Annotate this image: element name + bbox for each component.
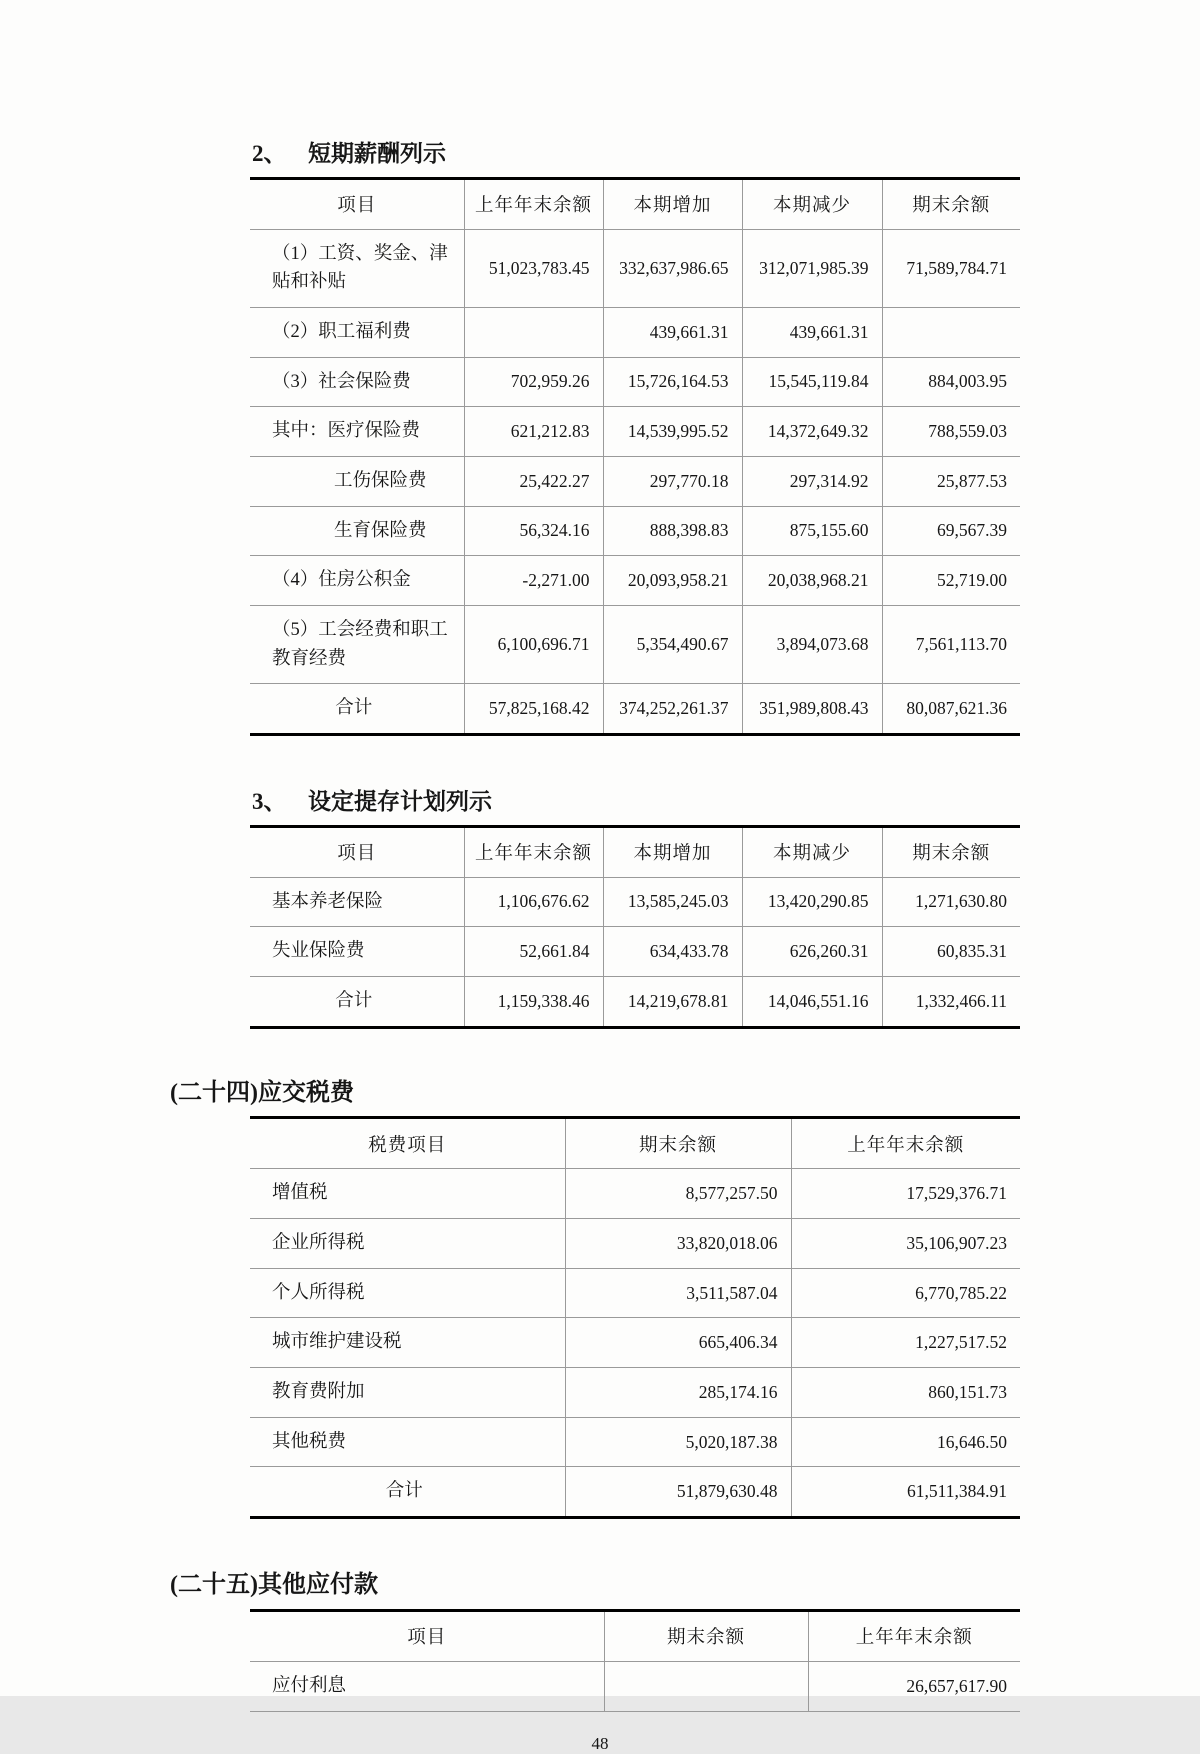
value-cell [604,1661,808,1711]
value-cell: 621,212.83 [464,407,603,457]
table-row [250,456,1020,506]
value-cell: 6,770,785.22 [791,1268,1020,1318]
value-cell: 16,646.50 [791,1417,1020,1467]
table-row [250,976,1020,1027]
value-cell: 439,661.31 [603,307,742,357]
value-cell: 7,561,113.70 [882,605,1020,683]
item-cell: 合计 [335,990,373,1011]
item-cell: （2）职工福利费 [250,307,464,357]
value-cell: 1,106,676.62 [464,877,603,927]
value-cell: 25,422.27 [464,456,603,506]
value-cell: 332,637,986.65 [603,229,742,307]
column-header: 期末余额 [882,826,1020,877]
table-row [250,307,1020,357]
column-header: 期末余额 [882,178,1020,229]
value-cell: 51,879,630.48 [565,1467,791,1518]
section-number: 3、 [252,788,287,814]
item-cell: （1）工资、奖金、津贴和补贴 [250,229,464,307]
value-cell: 351,989,808.43 [742,684,882,735]
item-cell: 失业保险费 [250,927,464,977]
item-cell: 其他税费 [250,1417,565,1467]
table-row [250,1219,1020,1269]
value-cell: 15,545,119.84 [742,357,882,407]
section-heading-taxes-payable [170,1079,1200,1108]
value-cell: 13,420,290.85 [742,877,882,927]
table-row [250,1467,1020,1518]
value-cell: 20,038,968.21 [742,556,882,606]
item-cell: （3）社会保险费 [250,357,464,407]
section-number: (二十四) [170,1079,258,1106]
section-title: 设定提存计划列示 [308,788,492,814]
value-cell [882,307,1020,357]
section-title: 应交税费 [257,1079,354,1106]
value-cell: 374,252,261.37 [603,684,742,735]
value-cell: 52,719.00 [882,556,1020,606]
column-header: 期末余额 [604,1610,808,1661]
value-cell: 5,354,490.67 [603,605,742,683]
value-cell: 61,511,384.91 [791,1467,1020,1518]
value-cell: 3,894,073.68 [742,605,882,683]
section-number: (二十五) [170,1572,258,1599]
section-title: 其他应付款 [257,1572,378,1599]
table-row [250,605,1020,683]
item-cell: 生育保险费 [250,506,464,556]
value-cell: 888,398.83 [603,506,742,556]
value-cell: 13,585,245.03 [603,877,742,927]
item-cell: 企业所得税 [250,1219,565,1269]
value-cell: 875,155.60 [742,506,882,556]
section-heading-defined-contribution [252,788,1200,816]
column-header: 上年年末余额 [791,1118,1020,1169]
value-cell: 52,661.84 [464,927,603,977]
column-header: 本期增加 [603,178,742,229]
value-cell: 702,959.26 [464,357,603,407]
section-heading-short-term-compensation [252,140,1200,168]
value-cell: 14,046,551.16 [742,976,882,1027]
value-cell: 60,835.31 [882,927,1020,977]
value-cell: 14,372,649.32 [742,407,882,457]
column-header: 项目 [250,826,464,877]
value-cell: 439,661.31 [742,307,882,357]
column-header: 本期增加 [603,826,742,877]
value-cell: 665,406.34 [565,1318,791,1368]
defined-contribution-table [250,825,1020,1029]
value-cell: 71,589,784.71 [882,229,1020,307]
item-cell: （4）住房公积金 [250,556,464,606]
item-cell: 增值税 [250,1169,565,1219]
value-cell: 634,433.78 [603,927,742,977]
item-cell: 教育费附加 [250,1368,565,1418]
column-header: 上年年末余额 [464,178,603,229]
short-term-compensation-table [250,177,1020,736]
value-cell: 1,271,630.80 [882,877,1020,927]
table-row [250,1368,1020,1418]
section-heading-other-payables [170,1571,1200,1600]
value-cell: 33,820,018.06 [565,1219,791,1269]
value-cell: 80,087,621.36 [882,684,1020,735]
value-cell: 51,023,783.45 [464,229,603,307]
taxes-payable-table [250,1116,1020,1519]
item-cell: 合计 [335,698,373,719]
value-cell [464,307,603,357]
table-row [250,1318,1020,1368]
column-header: 上年年末余额 [464,826,603,877]
column-header: 项目 [250,1610,604,1661]
table-row [250,357,1020,407]
column-header: 上年年末余额 [808,1610,1020,1661]
column-header: 本期减少 [742,178,882,229]
column-header: 本期减少 [742,826,882,877]
value-cell: 285,174.16 [565,1368,791,1418]
value-cell: 56,324.16 [464,506,603,556]
value-cell: 3,511,587.04 [565,1268,791,1318]
item-cell: 基本养老保险 [250,877,464,927]
value-cell: 1,332,466.11 [882,976,1020,1027]
section-title: 短期薪酬列示 [308,141,446,166]
header-row [250,1610,1020,1661]
value-cell: 6,100,696.71 [464,605,603,683]
value-cell: 860,151.73 [791,1368,1020,1418]
header-row [250,1118,1020,1169]
item-cell: 其中：医疗保险费 [250,407,464,457]
column-header: 税费项目 [250,1118,565,1169]
table-row [250,927,1020,977]
column-header: 项目 [250,178,464,229]
value-cell: 884,003.95 [882,357,1020,407]
value-cell: 8,577,257.50 [565,1169,791,1219]
value-cell: 57,825,168.42 [464,684,603,735]
header-row [250,826,1020,877]
value-cell: 26,657,617.90 [808,1661,1020,1711]
value-cell: 788,559.03 [882,407,1020,457]
value-cell: 626,260.31 [742,927,882,977]
page-number: 48 [591,1733,609,1753]
value-cell: 14,219,678.81 [603,976,742,1027]
table-row [250,506,1020,556]
item-cell: 城市维护建设税 [250,1318,565,1368]
table-row [250,1268,1020,1318]
item-cell: （5）工会经费和职工教育经费 [250,605,464,683]
value-cell: 35,106,907.23 [791,1219,1020,1269]
item-cell: 工伤保险费 [250,456,464,506]
value-cell: 14,539,995.52 [603,407,742,457]
table-row [250,1661,1020,1711]
section-number: 2、 [252,141,287,166]
value-cell: 15,726,164.53 [603,357,742,407]
item-cell: 应付利息 [272,1675,347,1696]
value-cell: 17,529,376.71 [791,1169,1020,1219]
table-row [250,877,1020,927]
value-cell: 69,567.39 [882,506,1020,556]
header-row [250,178,1020,229]
value-cell: 1,227,517.52 [791,1318,1020,1368]
table-row [250,684,1020,735]
value-cell: 297,314.92 [742,456,882,506]
value-cell: -2,271.00 [464,556,603,606]
value-cell: 25,877.53 [882,456,1020,506]
table-row [250,229,1020,307]
item-cell: 合计 [385,1481,423,1502]
value-cell: 5,020,187.38 [565,1417,791,1467]
value-cell: 297,770.18 [603,456,742,506]
value-cell: 312,071,985.39 [742,229,882,307]
table-row [250,1169,1020,1219]
table-row [250,1417,1020,1467]
column-header: 期末余额 [565,1118,791,1169]
other-payables-table [250,1609,1020,1712]
table-row [250,556,1020,606]
value-cell: 1,159,338.46 [464,976,603,1027]
table-row [250,407,1020,457]
item-cell: 个人所得税 [250,1268,565,1318]
value-cell: 20,093,958.21 [603,556,742,606]
